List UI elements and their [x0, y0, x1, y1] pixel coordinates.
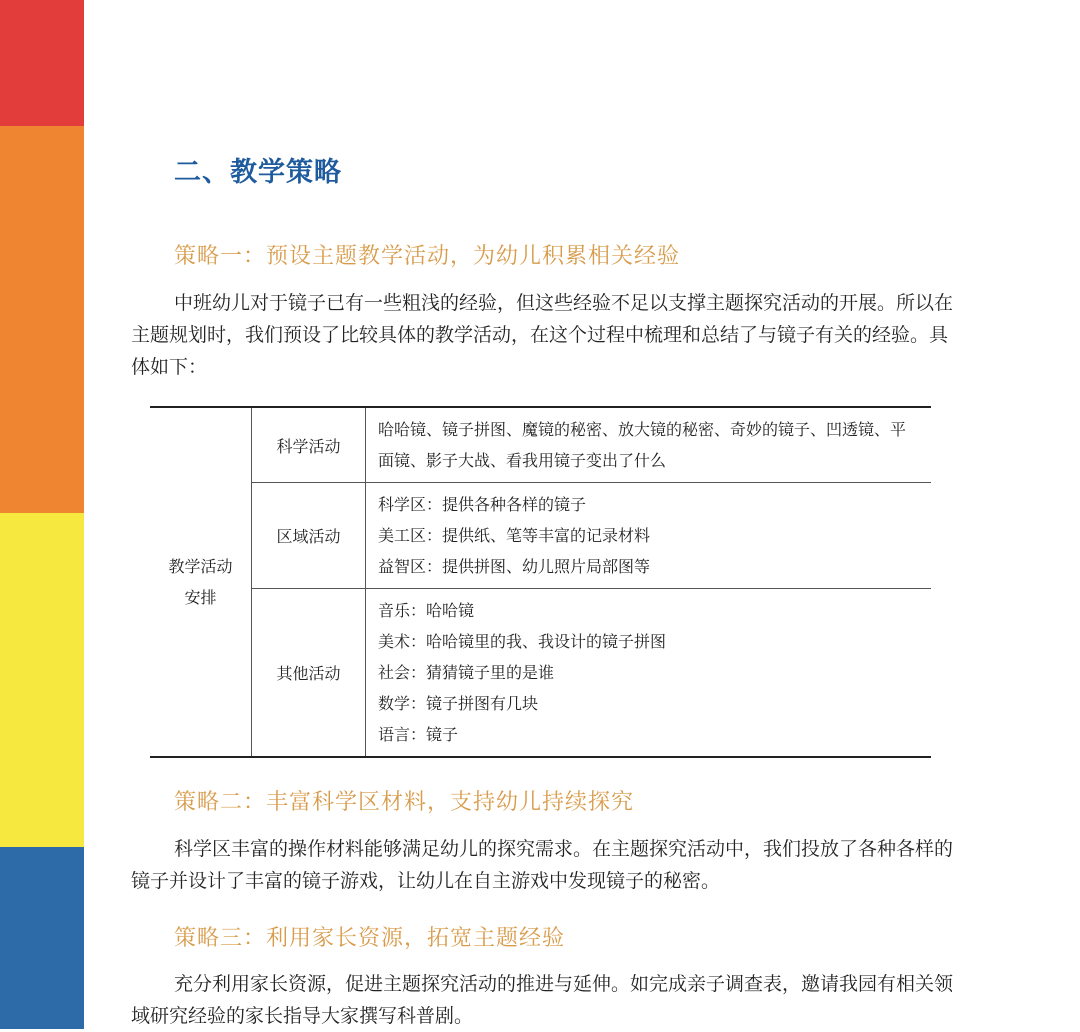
table-detail-line: 美术：哈哈镜里的我、我设计的镜子拼图	[378, 632, 667, 651]
sidebar-band-red	[0, 0, 84, 126]
table-detail-line: 哈哈镜、镜子拼图、魔镜的秘密、放大镜的秘密、奇妙的镜子、凹透镜、平	[378, 420, 907, 439]
table-row	[150, 589, 931, 758]
section-title: 二、教学策略	[174, 157, 342, 188]
color-sidebar	[0, 0, 84, 1029]
sidebar-band-yellow	[0, 513, 84, 847]
table-row	[150, 483, 931, 589]
table-category: 其他活动	[252, 589, 366, 758]
table-category: 科学活动	[252, 407, 366, 483]
table-row	[150, 407, 931, 483]
table-main-label-line-2: 安排	[184, 588, 217, 607]
strategy-1-paragraph: 中班幼儿对于镜子已有一些粗浅的经验，但这些经验不足以支撑主题探究活动的开展。所以在主题规划时，我们预设了比较具体的教学活动，在这个过程中梳理和总结了与镜子有关的经验。具体如下：	[131, 292, 954, 378]
table-main-label-line-1: 教学活动	[168, 557, 233, 576]
table-detail-line: 语言：镜子	[378, 725, 459, 744]
strategy-3-heading: 策略三：利用家长资源，拓宽主题经验	[174, 926, 566, 951]
table-detail-line: 面镜、影子大战、看我用镜子变出了什么	[378, 451, 667, 470]
table-detail	[366, 589, 932, 758]
sidebar-band-orange	[0, 126, 84, 513]
strategy-2-paragraph: 科学区丰富的操作材料能够满足幼儿的探究需求。在主题探究活动中，我们投放了各种各样的镜子并设计了丰富的镜子游戏，让幼儿在自主游戏中发现镜子的秘密。	[131, 838, 954, 892]
strategy-3-paragraph: 充分利用家长资源，促进主题探究活动的推进与延伸。如完成亲子调查表，邀请我园有相关领域研究经验的家长指导大家撰写科普剧。	[131, 973, 954, 1027]
activity-table	[150, 406, 931, 758]
strategy-1-heading: 策略一：预设主题教学活动，为幼儿积累相关经验	[174, 244, 681, 269]
table-detail	[366, 483, 932, 589]
table-detail-line: 美工区：提供纸、笔等丰富的记录材料	[378, 526, 651, 545]
strategy-2-heading: 策略二：丰富科学区材料，支持幼儿持续探究	[174, 790, 635, 815]
table-detail-line: 社会：猜猜镜子里的是谁	[378, 663, 555, 682]
table-category: 区域活动	[252, 483, 366, 589]
table-detail	[366, 407, 932, 483]
table-detail-line: 数学：镜子拼图有几块	[378, 694, 539, 713]
table-main-label	[150, 407, 252, 757]
table-detail-line: 益智区：提供拼图、幼儿照片局部图等	[378, 557, 651, 576]
table-detail-line: 音乐：哈哈镜	[378, 601, 475, 620]
sidebar-band-blue	[0, 847, 84, 1029]
table-detail-line: 科学区：提供各种各样的镜子	[378, 495, 587, 514]
